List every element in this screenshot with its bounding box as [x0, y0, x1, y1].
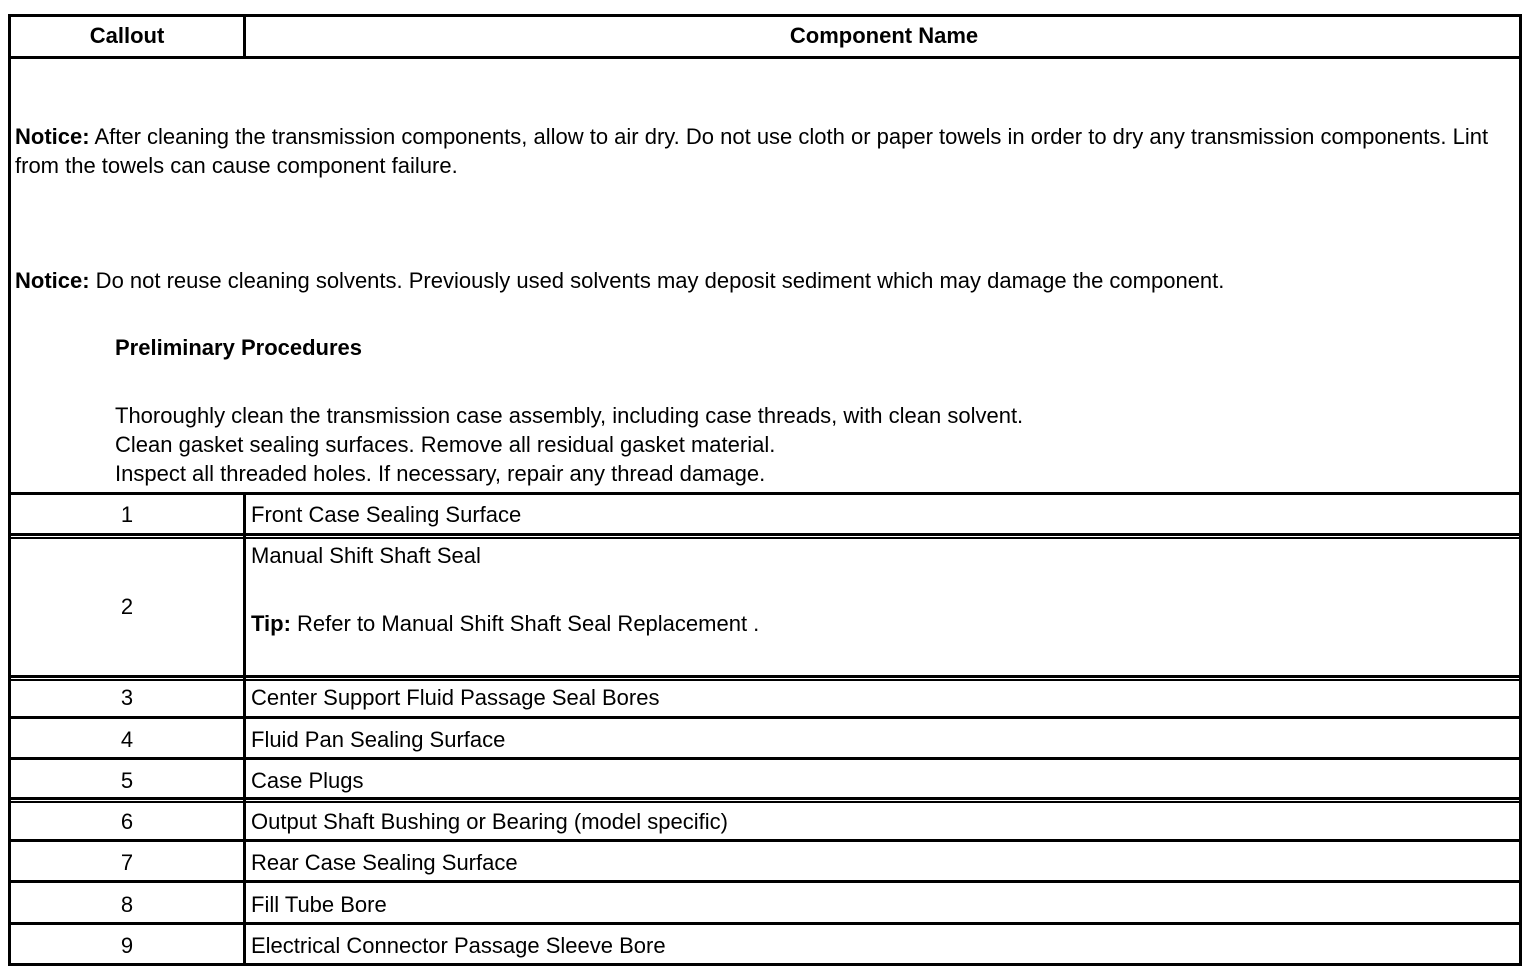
row-1-name: Front Case Sealing Surface — [251, 502, 522, 527]
preliminary-title: Preliminary Procedures — [115, 335, 363, 360]
notice-2-text: Do not reuse cleaning solvents. Previously used solvents may deposit sediment which may damage the component. — [89, 268, 1225, 293]
row-4-name: Fluid Pan Sealing Surface — [251, 727, 506, 752]
header-callout: Callout — [89, 23, 165, 48]
row-rule — [11, 679, 1519, 681]
row-2-tip-label: Tip: — [251, 611, 291, 636]
header-rule — [11, 56, 1519, 59]
row-8-callout: 8 — [120, 892, 134, 917]
row-rule — [11, 716, 1519, 719]
row-rule — [11, 797, 1519, 800]
row-3-callout: 3 — [120, 685, 134, 710]
row-rule — [11, 533, 1519, 536]
header-divider — [243, 17, 246, 56]
notice-2 — [15, 266, 1515, 295]
row-rule — [11, 757, 1519, 760]
row-6-callout: 6 — [120, 809, 134, 834]
notice-1-text: After cleaning the transmission components, allow to air dry. Do not use cloth or paper towels in order to dry any transmission components. Lint from the towels can cause component failure. — [15, 124, 1489, 178]
component-table — [8, 14, 1522, 966]
row-8-name: Fill Tube Bore — [251, 892, 387, 917]
row-5-name: Case Plugs — [251, 768, 364, 793]
row-9-name: Electrical Connector Passage Sleeve Bore — [251, 933, 666, 958]
row-rule — [11, 537, 1519, 539]
notice-1 — [15, 122, 1515, 180]
preliminary-step: Thoroughly clean the transmission case assembly, including case threads, with clean solvent. — [115, 403, 1024, 428]
row-7-name: Rear Case Sealing Surface — [251, 850, 518, 875]
row-2-tip — [251, 609, 759, 638]
row-rule — [11, 839, 1519, 842]
preliminary-step: Inspect all threaded holes. If necessary, repair any thread damage. — [115, 461, 766, 486]
row-2-tip-text: Refer to Manual Shift Shaft Seal Replacement . — [290, 611, 760, 636]
row-rule — [11, 492, 1519, 495]
preliminary-steps — [115, 401, 1023, 488]
header-component-name: Component Name — [789, 23, 979, 48]
row-1-callout: 1 — [120, 502, 134, 527]
row-rule — [11, 801, 1519, 803]
notice-2-label: Notice: — [15, 268, 90, 293]
row-4-callout: 4 — [120, 727, 134, 752]
row-5-callout: 5 — [120, 768, 134, 793]
row-rule — [11, 675, 1519, 678]
row-rule — [11, 880, 1519, 883]
row-6-name: Output Shaft Bushing or Bearing (model specific) — [251, 809, 728, 834]
notice-1-label: Notice: — [15, 124, 90, 149]
row-3-name: Center Support Fluid Passage Seal Bores — [251, 685, 660, 710]
row-2-callout: 2 — [120, 594, 134, 619]
row-rule — [11, 922, 1519, 925]
row-2-name: Manual Shift Shaft Seal — [251, 543, 481, 568]
preliminary-step: Clean gasket sealing surfaces. Remove all residual gasket material. — [115, 432, 776, 457]
column-divider — [243, 492, 246, 964]
row-7-callout: 7 — [120, 850, 134, 875]
row-9-callout: 9 — [120, 933, 134, 958]
